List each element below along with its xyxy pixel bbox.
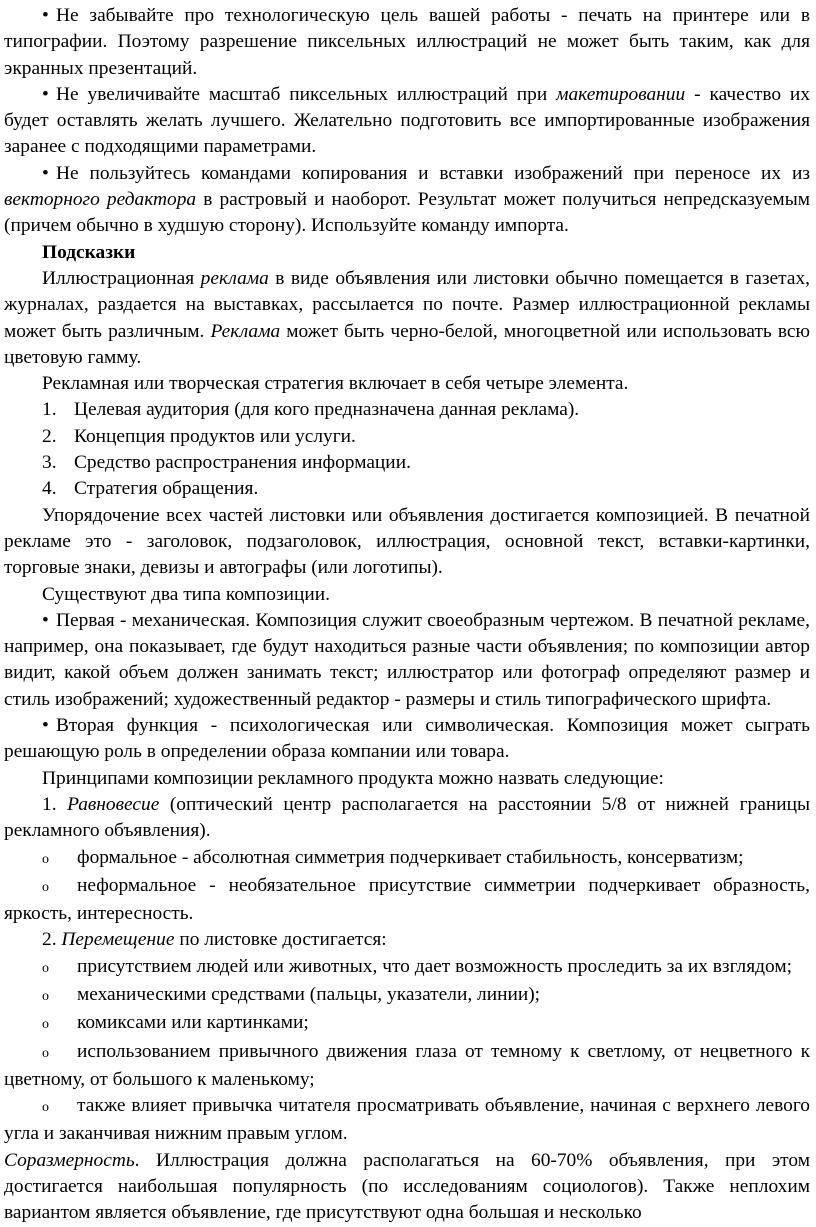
paragraph-types: Существуют два типа композиции. xyxy=(42,583,331,605)
bullet-marker: • xyxy=(42,609,49,631)
bullet-resolution: • Не забывайте про технологическую цель вашей работы - печать на принтере или в типографии. Поэтому разрешение пиксельных иллюстраций не может быть таким, как для экранных презентаций. xyxy=(4,5,810,79)
paragraph-ad: Иллюстрационная реклама в виде объявления или листовки обычно помещается в газетах, журналах, раздается на выставках, рассылается по почте. Размер иллюстрационной рекламы может быть различным. Реклама может быть черно-белой, многоцветной или использовать всю цветовую гамму. xyxy=(4,267,811,368)
paragraph-strategy-intro: Рекламная или творческая стратегия включает в себя четыре элемента. xyxy=(42,373,629,395)
list-item: 3. Средство распространения информации. xyxy=(42,452,411,474)
bullet-marker: • xyxy=(42,715,49,737)
circle-bullet-icon: o xyxy=(42,851,49,867)
bullet-psychological: • Вторая функция - психологическая или символическая. Композиция может сыграть решающую роль в определении образа компании или товара. xyxy=(4,715,810,763)
bullet-marker: • xyxy=(42,83,49,105)
paragraph-proportion: Соразмерность. Иллюстрация должна располагаться на 60-70% объявления, при этом достигается наибольшая популярность (по исследованиям социологов). Также неплохим вариантом является объявление, где присутствуют одна большая и несколько xyxy=(4,1149,810,1224)
paragraph-principles-intro: Принципами композиции рекламного продукта можно назвать следующие: xyxy=(42,767,664,789)
circle-bullet-icon: o xyxy=(42,960,49,976)
paragraph-order: Упорядочение всех частей листовки или объявления достигается композицией. В печатной рекламе это - заголовок, подзаголовок, иллюстрация, основной текст, вставки-картинки, торговые знаки, девизы и автографы (или логотипы). xyxy=(4,504,810,579)
list-item: o неформальное - необязательное присутствие симметрии подчеркивает образность, яркость, интересность. xyxy=(4,874,810,925)
section-heading: Подсказки xyxy=(42,241,136,263)
list-item: 1. Целевая аудитория (для кого предназначена данная реклама). xyxy=(42,399,580,421)
list-item: o механическими средствами (пальцы, указатели, линии); xyxy=(4,982,810,1010)
bullet-copy-paste: • Не пользуйтесь командами копирования и вставки изображений при переносе их из векторного редактора в растровый и наоборот. Результат может получиться непредсказуемым (причем обычно в худшую сторону). Используйте команду импорта. xyxy=(4,162,810,237)
principle-balance: 1. Равновесие (оптический центр располагается на расстоянии 5/8 от нижней границы рекламного объявления). xyxy=(4,793,810,842)
list-item: o использованием привычного движения глаза от темному к светлому, от нецветного к цветному, от большого к маленькому; xyxy=(4,1040,810,1090)
circle-bullet-icon: o xyxy=(42,988,49,1004)
circle-bullet-icon: o xyxy=(42,1100,49,1116)
circle-bullet-icon: o xyxy=(42,1017,49,1033)
bullet-scaling: • Не увеличивайте масштаб пиксельных иллюстраций при макетировании - качество их будет оставлять желать лучшего. Желательно подготовить все импортированные изображения заранее с подходящими параметрами. xyxy=(4,83,811,158)
bullet-mechanical: • Первая - механическая. Композиция служит своеобразным чертежом. В печатной рекламе, например, она показывает, где будут находиться разные части объявления; по композиции автор видит, какой объем должен занимать текст; иллюстратор или фотограф определяют размер и стиль изображений; художественный редактор - размеры и стиль типографического шрифта. xyxy=(4,609,810,710)
list-item: 4. Стратегия обращения. xyxy=(42,478,259,500)
list-item: o комиксами или картинками; xyxy=(4,1010,810,1038)
bullet-marker: • xyxy=(42,162,49,184)
circle-bullet-icon: o xyxy=(42,879,49,895)
list-item: o присутствием людей или животных, что дает возможность проследить за их взглядом; xyxy=(4,954,810,982)
bullet-marker: • xyxy=(42,5,49,26)
principle-movement: 2. Перемещение по листовке достигается: xyxy=(42,929,387,951)
list-item: o также влияет привычка читателя просматривать объявление, начиная с верхнего левого угла и заканчивая нижним правым углом. xyxy=(4,1095,810,1145)
list-item: 2. Концепция продуктов или услуги. xyxy=(42,425,356,447)
list-item: o формальное - абсолютная симметрия подчеркивает стабильность, консерватизм; xyxy=(4,845,810,873)
circle-bullet-icon: o xyxy=(42,1045,49,1061)
